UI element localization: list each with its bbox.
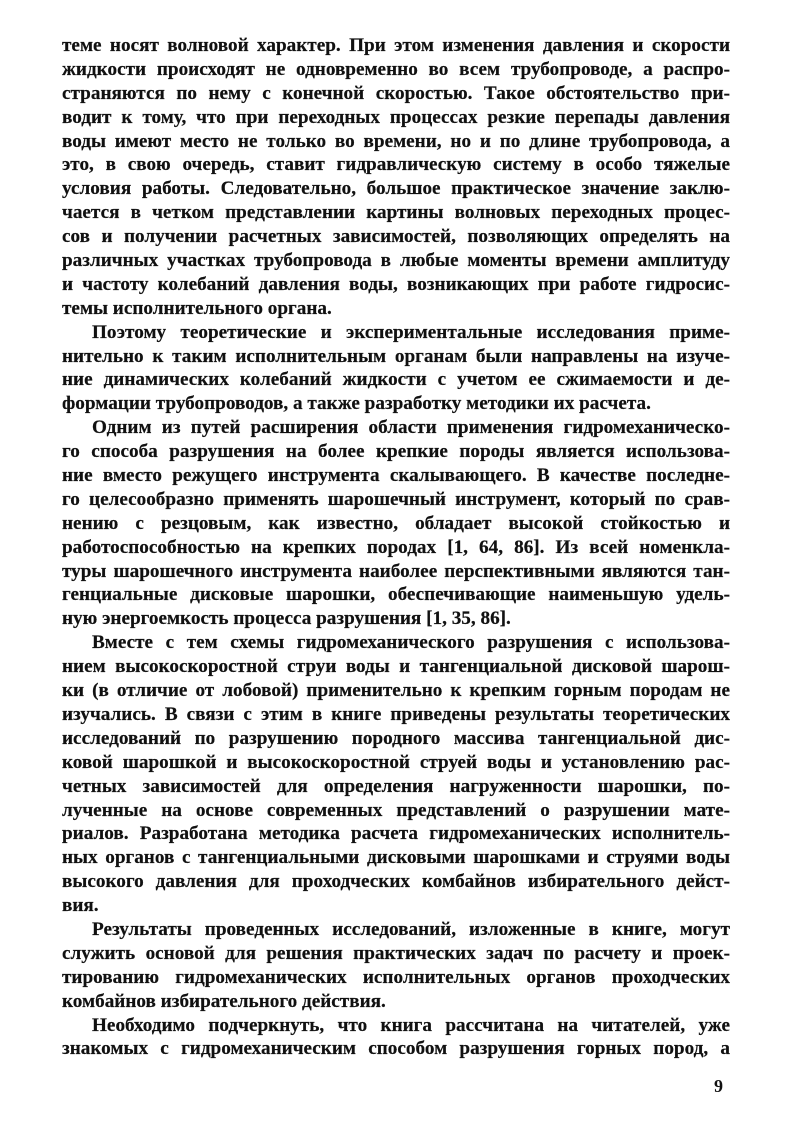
text-line: четных зависимостей для определения нагруженности шарошки, по-: [62, 775, 730, 797]
paragraph: [62, 416, 730, 631]
text-line: это, в свою очередь, ставит гидравлическую систему в особо тяжелые: [62, 154, 730, 176]
paragraph: [62, 34, 730, 321]
text-line: вия.: [62, 895, 99, 917]
text-line: ковой шарошкой и высокоскоростной струей воды и установлению рас-: [62, 751, 730, 773]
text-line: нием высокоскоростной струи воды и тангенциальной дисковой шарош-: [62, 656, 730, 678]
text-line: ки (в отличие от лобовой) применительно к крепким горным породам не: [62, 680, 730, 702]
text-line: Необходимо подчеркнуть, что книга рассчитана на читателей, уже: [92, 1014, 730, 1036]
text-line: тированию гидромеханических исполнительных органов проходческих: [62, 966, 730, 988]
page-number: 9: [714, 1076, 723, 1096]
text-line: ную энергоемкость процесса разрушения [1, 35, 86].: [62, 608, 511, 630]
text-line: высокого давления для проходческих комбайнов избирательного дейст-: [62, 871, 730, 893]
text-line: теме носят волновой характер. При этом изменения давления и скорости: [62, 35, 730, 56]
text-line: туры шарошечного инструмента наиболее перспективными являются тан-: [62, 560, 730, 582]
text-line: исследований по разрушению породного массива тангенциальной дис-: [62, 727, 730, 749]
text-line: и частоту колебаний давления воды, возникающих при работе гидросис-: [62, 273, 730, 295]
text-line: генциальные дисковые шарошки, обеспечивающие наименьшую удель-: [62, 584, 730, 606]
paragraph: [62, 1014, 730, 1062]
text-line: работоспособностью на крепких породах [1, 64, 86]. Из всей номенкла-: [62, 536, 730, 558]
text-line: ние динамических колебаний жидкости с учетом ее сжимаемости и де-: [62, 369, 730, 391]
text-line: изучались. В связи с этим в книге приведены результаты теоретических: [62, 703, 730, 725]
text-line: лученные на основе современных представлений о разрушении мате-: [62, 799, 730, 821]
text-line: ных органов с тангенциальными дисковыми шарошками и струями воды: [62, 847, 730, 869]
text-line: страняются по нему с конечной скоростью. Такое обстоятельство при-: [62, 82, 730, 104]
text-line: различных участках трубопровода в любые моменты времени амплитуду: [62, 250, 730, 272]
text-line: нению с резцовым, как известно, обладает высокой стойкостью и: [62, 512, 730, 534]
text-line: нительно к таким исполнительным органам были направлены на изуче-: [62, 345, 730, 367]
text-line: го целесообразно применять шарошечный инструмент, который по срав-: [62, 488, 730, 510]
body-text: [62, 34, 730, 1061]
text-line: жидкости происходят не одновременно во всем трубопроводе, а распро-: [62, 58, 730, 80]
paragraph: [62, 631, 730, 918]
text-line: темы исполнительного органа.: [62, 297, 332, 319]
text-line: воды имеют место не только во времени, но и по длине трубопровода, а: [62, 130, 730, 152]
text-line: комбайнов избирательного действия.: [62, 990, 386, 1012]
text-line: Поэтому теоретические и экспериментальные исследования приме-: [92, 321, 730, 343]
text-line: условия работы. Следовательно, большое практическое значение заклю-: [62, 178, 730, 200]
text-line: знакомых с гидромеханическим способом разрушения горных пород, а: [62, 1038, 730, 1060]
text-line: чается в четком представлении картины волновых переходных процес-: [62, 202, 730, 224]
text-line: Одним из путей расширения области применения гидромеханическо-: [92, 417, 730, 439]
text-line: го способа разрушения на более крепкие породы является использова-: [62, 441, 730, 463]
text-line: ние вместо режущего инструмента скалывающего. В качестве последне-: [62, 465, 730, 487]
text-line: формации трубопроводов, а также разработку методики их расчета.: [62, 393, 651, 415]
paragraph: [62, 918, 730, 1014]
text-line: сов и получении расчетных зависимостей, позволяющих определять на: [62, 226, 730, 248]
text-line: риалов. Разработана методика расчета гидромеханических исполнитель-: [62, 823, 730, 845]
text-line: водит к тому, что при переходных процессах резкие перепады давления: [62, 106, 730, 128]
text-line: Результаты проведенных исследований, изложенные в книге, могут: [92, 918, 730, 940]
text-line: служить основой для решения практических задач по расчету и проек-: [62, 942, 730, 964]
text-line: Вместе с тем схемы гидромеханического разрушения с использова-: [92, 632, 730, 654]
paragraph: [62, 321, 730, 417]
